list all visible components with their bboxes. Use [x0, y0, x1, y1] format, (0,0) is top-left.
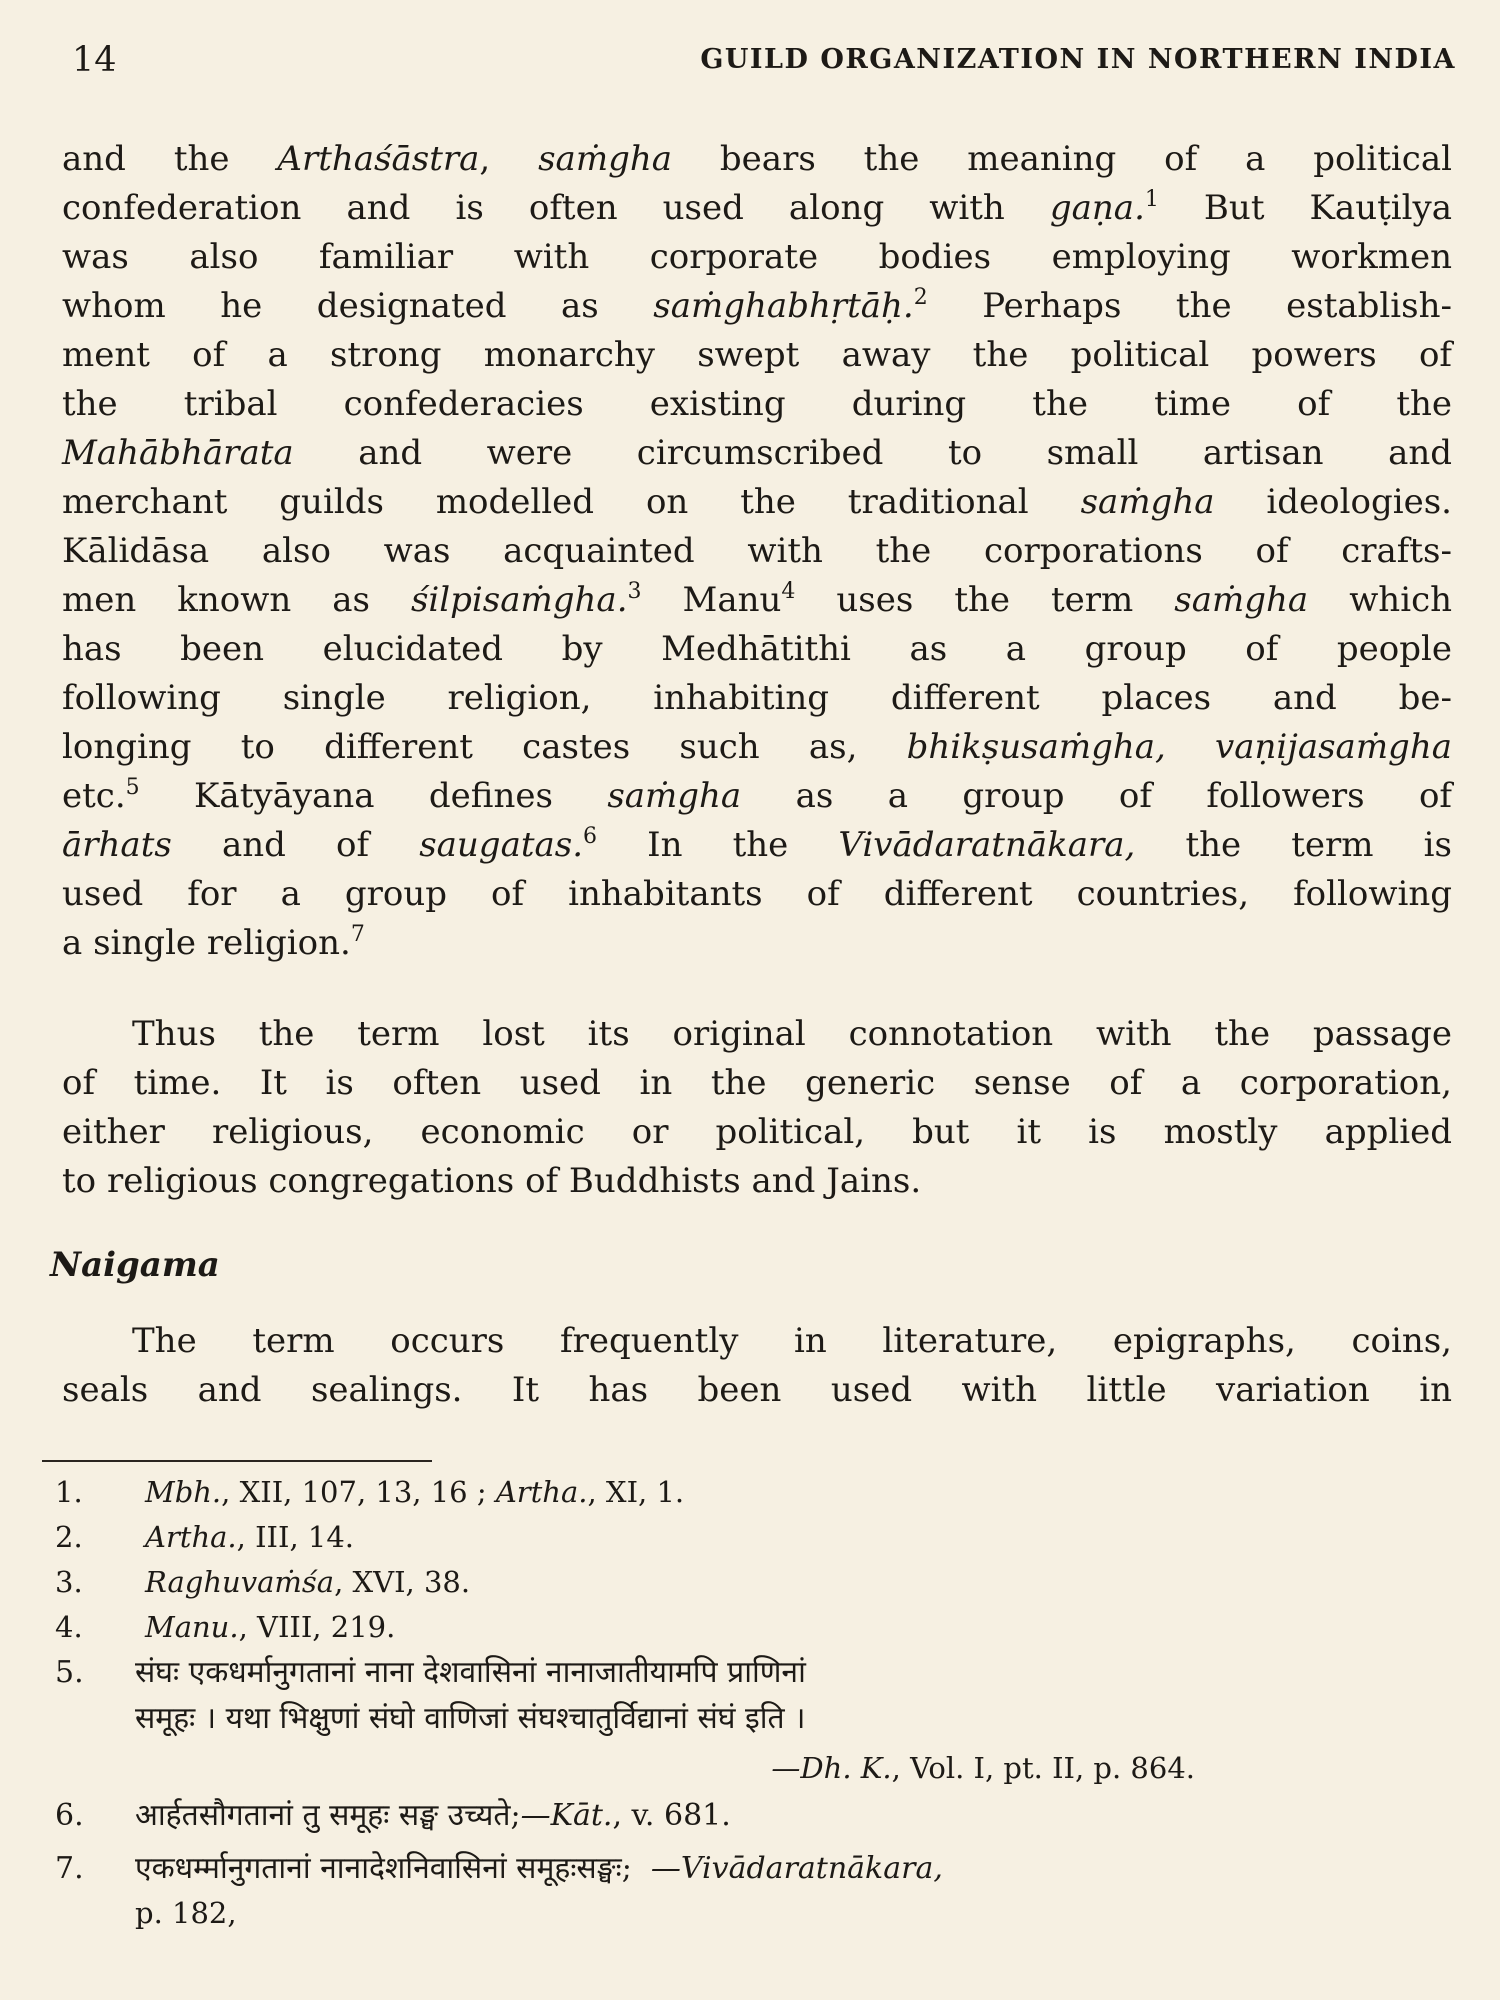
text-line: the tribal confederacies existing during the time of the: [62, 384, 1452, 424]
section-heading: Naigama: [50, 1245, 220, 1285]
footnote-4: 4. Manu., VIII, 219.: [55, 1610, 396, 1644]
footnote-7: 7. एकधर्म्मानुगतानां नानादेशनिवासिनां समूहःसङ्घः; —Vivādaratnākara,: [55, 1851, 943, 1886]
footnote-7-continued: p. 182,: [135, 1896, 237, 1930]
running-title: GUILD ORGANIZATION IN NORTHERN INDIA: [700, 44, 1456, 75]
text-line: etc.$^5$ Kātyāyana defines saṁgha as a group of followers of: [62, 775, 1452, 816]
page-number: 14: [72, 40, 117, 80]
text-line: seals and sealings. It has been used with little variation in: [62, 1370, 1452, 1410]
footnote-3: 3. Raghuvaṁśa, XVI, 38.: [55, 1565, 471, 1599]
text-line: The term occurs frequently in literature, epigraphs, coins,: [132, 1321, 1452, 1361]
text-line: a single religion.$^7$: [62, 922, 365, 963]
text-line: ārhats and of saugatas.$^6$ In the Vivādaratnākara, the term is: [62, 824, 1452, 865]
text-line: ment of a strong monarchy swept away the political powers of: [62, 335, 1452, 375]
footnote-ref: 5: [125, 775, 140, 800]
text-line: following single religion, inhabiting different places and be-: [62, 678, 1452, 718]
text-line: Kālidāsa also was acquainted with the corporations of crafts-: [62, 531, 1452, 571]
running-head: [72, 40, 1456, 80]
footnote-2: 2. Artha., III, 14.: [55, 1520, 355, 1554]
footnote-ref: 3: [627, 579, 642, 604]
text-line: and the Arthaśāstra, saṁgha bears the meaning of a political: [62, 139, 1452, 179]
footnote-5-continued: समूहः । यथा भिक्षुणां संघो वाणिजां संघश्चातुर्विद्यानां संघं इति ।: [135, 1701, 806, 1736]
text-line: has been elucidated by Medhātithi as a group of people: [62, 629, 1452, 669]
footnote-5-citation: —Dh. K., Vol. I, pt. II, p. 864.: [771, 1751, 1195, 1785]
footnote-ref: 4: [781, 579, 796, 604]
footnote-divider: [42, 1460, 432, 1462]
text-line: to religious congregations of Buddhists and Jains.: [62, 1161, 922, 1201]
footnote-ref: 2: [913, 285, 928, 310]
text-line: Thus the term lost its original connotation with the passage: [132, 1014, 1452, 1054]
text-line: Mahābhārata and were circumscribed to small artisan and: [62, 433, 1452, 473]
text-line: either religious, economic or political, but it is mostly applied: [62, 1112, 1452, 1152]
footnote-ref: 1: [1144, 187, 1159, 212]
text-line: longing to different castes such as, bhikṣusaṁgha, vaṇijasaṁgha: [62, 727, 1452, 767]
footnote-ref: 7: [350, 922, 365, 947]
text-line: confederation and is often used along with gaṇa.$^1$ But Kauṭilya: [62, 187, 1452, 228]
text-line: was also familiar with corporate bodies employing workmen: [62, 237, 1452, 277]
text-line: men known as śilpisaṁgha.$^3$ Manu$^4$ uses the term saṁgha which: [62, 579, 1453, 620]
text-line: merchant guilds modelled on the traditional saṁgha ideologies.: [62, 482, 1452, 522]
footnote-5: 5. संघः एकधर्मानुगतानां नाना देशवासिनां नानाजातीयामपि प्राणिनां: [55, 1655, 806, 1690]
footnote-6: 6. आर्हतसौगतानां तु समूहः सङ्घ उच्यते;—Kāt., v. 681.: [55, 1798, 731, 1833]
text-line: used for a group of inhabitants of different countries, following: [62, 874, 1452, 914]
footnote-ref: 6: [583, 824, 598, 849]
paragraph-2: [62, 1010, 1452, 1206]
footnotes: [55, 1470, 1445, 1935]
text-line: of time. It is often used in the generic sense of a corporation,: [62, 1063, 1452, 1103]
paragraph-3: [62, 1317, 1452, 1415]
text-line: whom he designated as saṁghabhṛtāḥ.$^2$ Perhaps the establish-: [62, 285, 1452, 326]
footnote-1: 1. Mbh., XII, 107, 13, 16 ; Artha., XI, 1.: [55, 1475, 685, 1509]
paragraph-1: [62, 135, 1452, 968]
